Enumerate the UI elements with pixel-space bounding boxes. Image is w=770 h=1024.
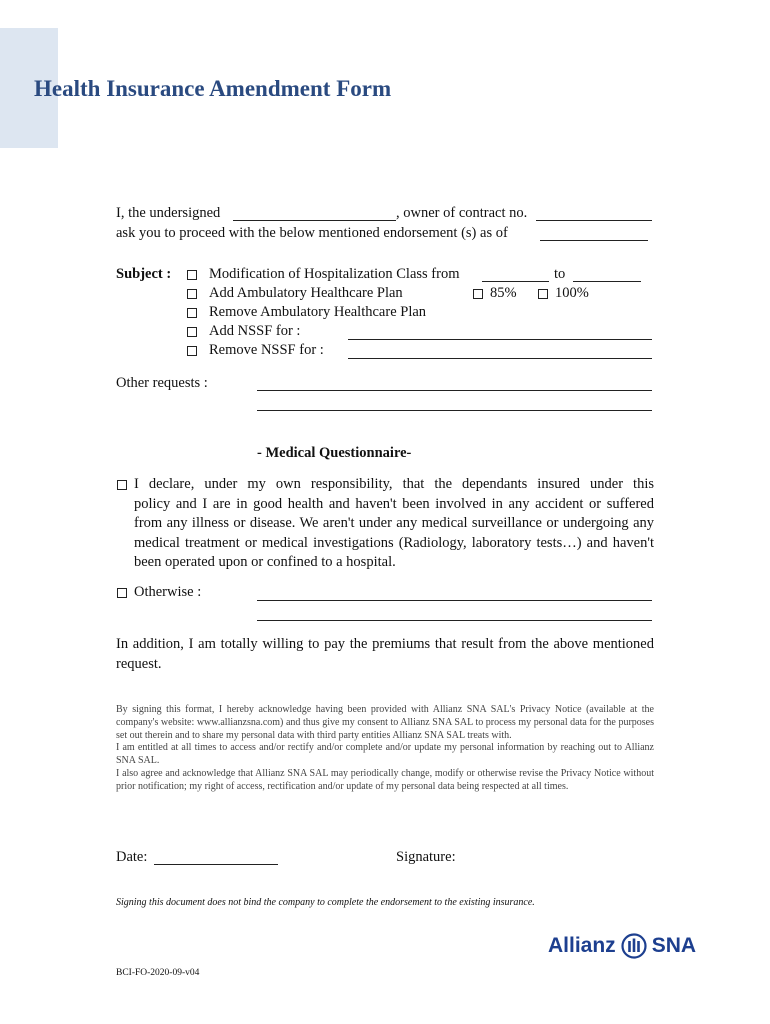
intro-contract-label: , owner of contract no. bbox=[396, 205, 528, 221]
contract-number-field[interactable] bbox=[536, 220, 652, 221]
checkbox-modify-class[interactable] bbox=[187, 270, 197, 280]
signature-label: Signature: bbox=[396, 849, 456, 865]
to-label: to bbox=[554, 266, 566, 282]
other-requests-field-1[interactable] bbox=[257, 390, 652, 391]
intro-endorsement-text: ask you to proceed with the below mentioned endorsement (s) as of bbox=[116, 225, 508, 241]
checkbox-otherwise[interactable] bbox=[117, 588, 127, 598]
other-requests-field-2[interactable] bbox=[257, 410, 652, 411]
logo-text-sna: SNA bbox=[651, 934, 697, 957]
privacy-paragraph-3: I also agree and acknowledge that Allianz SNA SAL may periodically change, modify or otherwise revise the Privacy Notice without prior notification; my right of access, rectification and/or update of my personal data being respected at all times. bbox=[116, 767, 654, 792]
allianz-sna-logo bbox=[548, 933, 696, 959]
checkbox-add-nssf[interactable] bbox=[187, 327, 197, 337]
label-100-percent: 100% bbox=[555, 285, 589, 301]
date-field[interactable] bbox=[154, 864, 278, 865]
option-modify-class: Modification of Hospitalization Class from bbox=[209, 266, 460, 282]
endorsement-date-field[interactable] bbox=[540, 240, 648, 241]
medical-questionnaire-heading: - Medical Questionnaire- bbox=[257, 445, 412, 461]
subject-label: Subject : bbox=[116, 266, 172, 282]
form-code: BCI-FO-2020-09-v04 bbox=[116, 968, 200, 978]
premium-statement: In addition, I am totally willing to pay the premiums that result from the above mentioned request. bbox=[116, 636, 654, 672]
intro-undersigned-label: I, the undersigned bbox=[116, 205, 221, 221]
label-85-percent: 85% bbox=[490, 285, 517, 301]
checkbox-declaration[interactable] bbox=[117, 480, 127, 490]
checkbox-add-ambulatory[interactable] bbox=[187, 289, 197, 299]
form-title: Health Insurance Amendment Form bbox=[34, 76, 392, 101]
disclaimer-text: Signing this document does not bind the company to complete the endorsement to the existing insurance. bbox=[116, 897, 535, 908]
checkbox-100-percent[interactable] bbox=[538, 289, 548, 299]
otherwise-field-1[interactable] bbox=[257, 600, 652, 601]
declaration-first-line: I declare, under my own responsibility, that the dependants insured under this bbox=[134, 476, 654, 492]
otherwise-label: Otherwise : bbox=[134, 584, 202, 600]
privacy-paragraph-2: I am entitled at all times to access and/or rectify and/or complete and/or update my personal information by reaching out to Allianz SNA SAL. bbox=[116, 742, 654, 767]
privacy-notice bbox=[116, 704, 654, 794]
other-requests-label: Other requests : bbox=[116, 375, 208, 391]
allianz-eagle-icon bbox=[621, 933, 647, 959]
declaration-text: policy and I are in good health and haven't been involved in any accident or suffered from any illness or disease. We aren't under any medical surveillance or undergoing any medical treatment or medical investigations (Radiology, laboratory tests…) and haven't been operated upon or confined to a hospital. bbox=[134, 495, 654, 570]
date-label: Date: bbox=[116, 849, 148, 865]
class-to-field[interactable] bbox=[573, 281, 641, 282]
option-remove-ambulatory: Remove Ambulatory Healthcare Plan bbox=[209, 304, 427, 320]
checkbox-remove-ambulatory[interactable] bbox=[187, 308, 197, 318]
class-from-field[interactable] bbox=[482, 281, 549, 282]
remove-nssf-field[interactable] bbox=[348, 358, 652, 359]
privacy-paragraph-1: By signing this format, I hereby acknowledge having been provided with Allianz SNA SAL's Privacy Notice (available at the company's website: www.allianzsna.com) and thus give my consent to Allianz SNA SAL to process my personal data for the purposes set out therein and to share my personal data with third party entities Allianz SNA SAL treats with. bbox=[116, 704, 654, 741]
undersigned-name-field[interactable] bbox=[233, 220, 396, 221]
checkbox-85-percent[interactable] bbox=[473, 289, 483, 299]
option-remove-nssf: Remove NSSF for : bbox=[209, 342, 324, 358]
option-add-nssf: Add NSSF for : bbox=[209, 323, 301, 339]
checkbox-remove-nssf[interactable] bbox=[187, 346, 197, 356]
otherwise-field-2[interactable] bbox=[257, 620, 652, 621]
logo-text-allianz: Allianz bbox=[548, 934, 616, 957]
option-add-ambulatory: Add Ambulatory Healthcare Plan bbox=[209, 285, 403, 301]
add-nssf-field[interactable] bbox=[348, 339, 652, 340]
